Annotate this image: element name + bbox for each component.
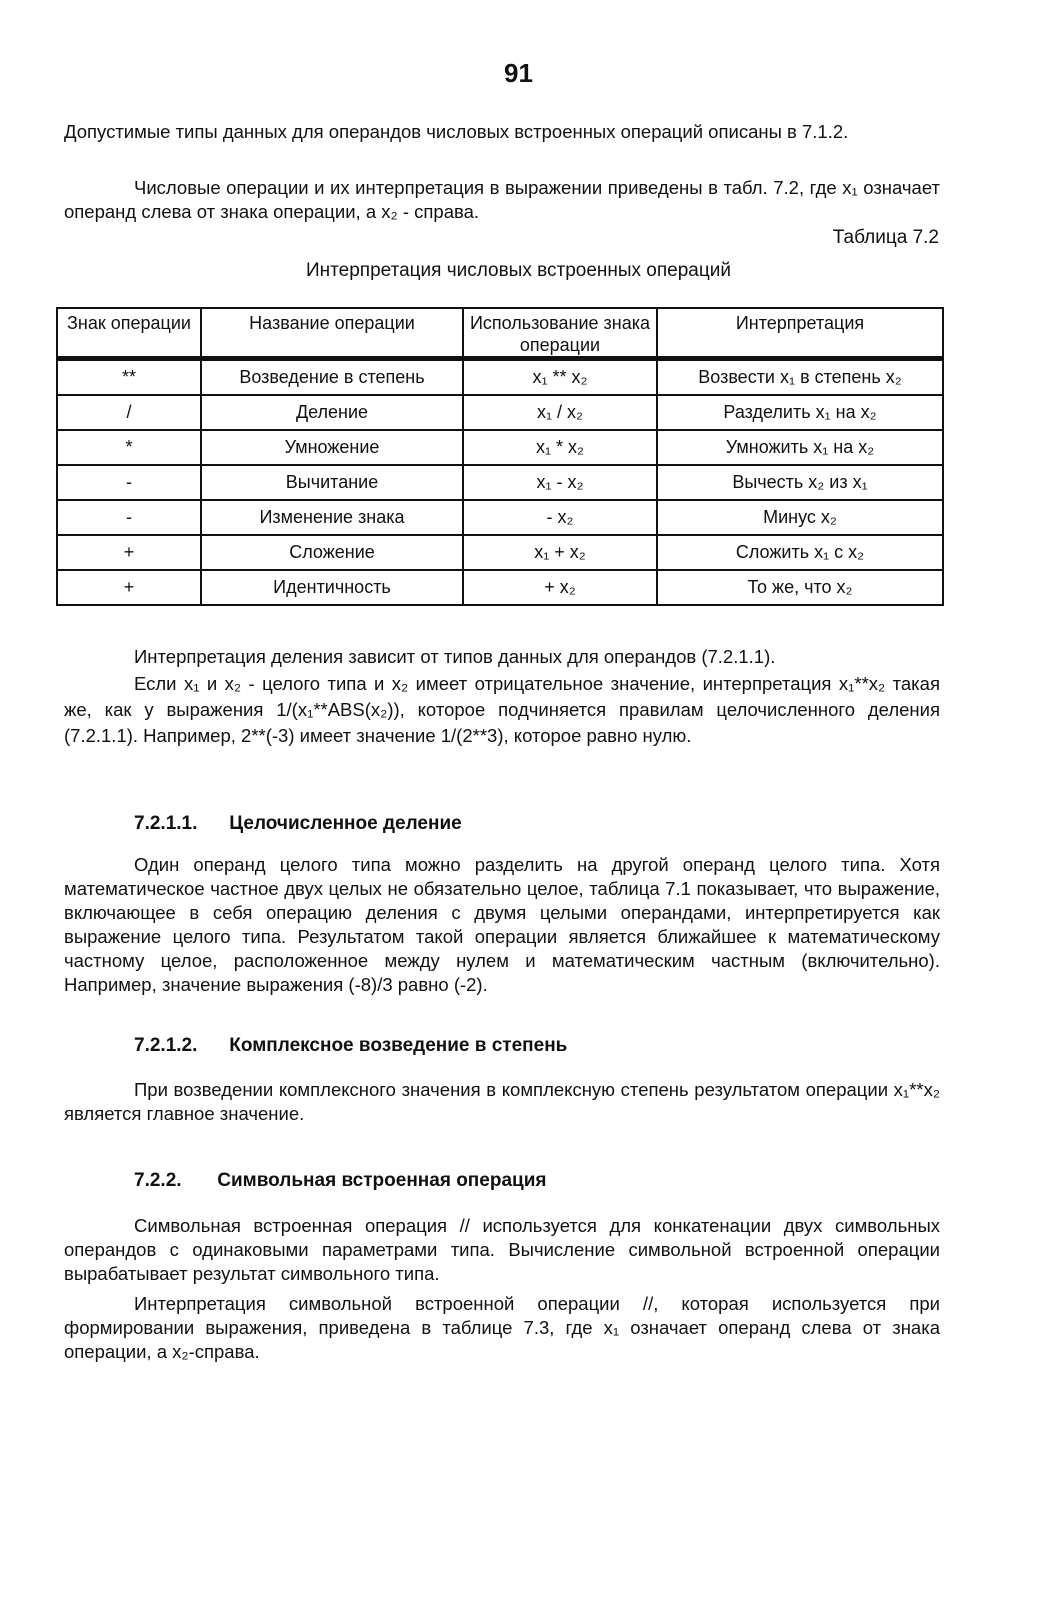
cell-name: Сложение [201,535,463,570]
cell-sign: + [57,570,201,605]
cell-interpretation: То же, что x₂ [657,570,943,605]
table-intro-paragraph: Числовые операции и их интерпретация в выражении приведены в табл. 7.2, где x₁ означает операнд слева от знака операции, а x₂ - справа. [64,177,940,222]
cell-name: Деление [201,395,463,430]
section-title: Символьная встроенная операция [217,1170,547,1191]
section-heading [134,813,462,835]
header-interpretation: Интерпретация [657,308,943,359]
header-usage: Использование знака операции [463,308,657,359]
cell-name: Возведение в степень [201,359,463,396]
section-paragraph: Один операнд целого типа можно разделить на другой операнд целого типа. Хотя математическое частное двух целых не обязательно целое, таблица 7.1 показывает, что выражение, включающее в себя операцию деления с двумя целыми операндами, интерпретируется как выражение целого типа. Результатом такой операции является ближайшее к математическому частному целое, расположенное между нулем и математическим частным (включительно). Например, значение выражения (-8)/3 равно (-2). [64,854,940,995]
cell-interpretation: Сложить x₁ с x₂ [657,535,943,570]
table-row [57,500,943,535]
cell-usage: x₁ * x₂ [463,430,657,465]
cell-sign: - [57,465,201,500]
operations-table [56,307,944,606]
cell-usage: x₁ / x₂ [463,395,657,430]
cell-interpretation: Вычесть x₂ из x₁ [657,465,943,500]
table-row [57,535,943,570]
cell-interpretation: Умножить x₁ на x₂ [657,430,943,465]
intro-paragraph: Допустимые типы данных для операндов числовых встроенных операций описаны в 7.1.2. [64,121,849,142]
cell-interpretation: Возвести x₁ в степень x₂ [657,359,943,396]
integer-power-paragraph: Если x₁ и x₂ - целого типа и x₂ имеет отрицательное значение, интерпретация x₁**x₂ такая же, как у выражения 1/(x₁**ABS(x₂)), которое подчиняется правилам целочисленного деления (7.2.1.1). Например, 2**(-3) имеет значение 1/(2**3), которое равно нулю. [64,673,940,746]
header-sign: Знак операции [57,308,201,359]
cell-usage: - x₂ [463,500,657,535]
cell-sign: * [57,430,201,465]
section-number: 7.2.2. [134,1170,182,1191]
cell-usage: x₁ - x₂ [463,465,657,500]
table-row [57,359,943,396]
cell-usage: x₁ ** x₂ [463,359,657,396]
cell-sign: - [57,500,201,535]
section-title: Целочисленное деление [229,813,462,834]
table-row [57,465,943,500]
cell-name: Идентичность [201,570,463,605]
table-row [57,430,943,465]
section-number: 7.2.1.2. [134,1035,198,1056]
page-number: 91 [504,58,533,88]
cell-interpretation: Разделить x₁ на x₂ [657,395,943,430]
section-paragraph: При возведении комплексного значения в комплексную степень результатом операции x₁**x₂ является главное значение. [64,1079,940,1124]
table-row [57,395,943,430]
cell-sign: / [57,395,201,430]
cell-name: Умножение [201,430,463,465]
cell-interpretation: Минус x₂ [657,500,943,535]
table-row [57,570,943,605]
table-header-row [57,308,943,359]
header-name: Название операции [201,308,463,359]
final-paragraph: Интерпретация символьной встроенной операции //, которая используется при формировании выражения, приведена в таблице 7.3, где x₁ означает операнд слева от знака операции, а x₂-справа. [64,1293,940,1362]
division-paragraph: Интерпретация деления зависит от типов данных для операндов (7.2.1.1). [134,646,776,667]
table-label: Таблица 7.2 [832,227,939,248]
cell-usage: x₁ + x₂ [463,535,657,570]
section-paragraph: Символьная встроенная операция // используется для конкатенации двух символьных операндов с одинаковыми параметрами типа. Вычисление символьной встроенной операции вырабатывает результат символьного типа. [64,1215,940,1284]
cell-name: Вычитание [201,465,463,500]
section-heading [134,1035,567,1057]
cell-usage: + x₂ [463,570,657,605]
section-number: 7.2.1.1. [134,813,198,834]
cell-sign: ** [57,359,201,396]
cell-name: Изменение знака [201,500,463,535]
section-title: Комплексное возведение в степень [229,1035,568,1056]
section-heading [134,1170,546,1192]
table-title: Интерпретация числовых встроенных операций [306,260,731,281]
cell-sign: + [57,535,201,570]
